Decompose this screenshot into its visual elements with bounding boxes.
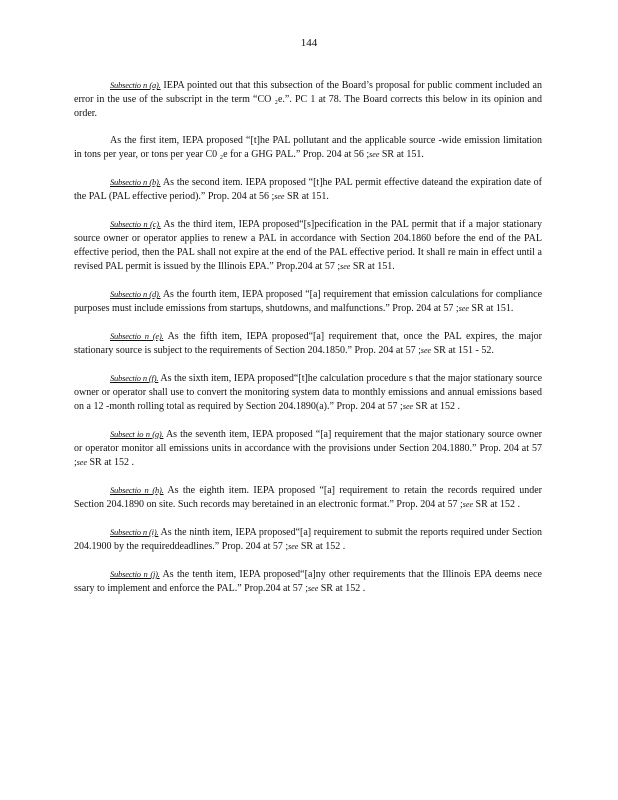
subsection-heading: Subsect io n (g). <box>110 429 164 439</box>
citation-tail: SR at 152 . <box>87 457 134 468</box>
subsection-heading: Subsectio n (e). <box>110 331 164 341</box>
paragraph-first-item <box>74 134 542 162</box>
see-signal: see <box>420 346 432 355</box>
subsection-heading: Subsectio n (j). <box>110 569 160 579</box>
see-signal: see <box>369 150 380 159</box>
citation-tail: SR at 152 . <box>413 401 460 412</box>
paragraph-text: As the tenth item, IEPA proposed“[a]ny other requirements that the Illinois EPA deems nece ssary to implement and enforce the PAL.” Prop.204 at 57 ; <box>74 569 542 594</box>
document-body <box>74 78 542 609</box>
citation-tail: SR at 151. <box>379 149 424 160</box>
see-signal: see <box>288 542 299 551</box>
subsection-heading: Subsectio n (h). <box>110 485 164 495</box>
paragraph-text: As the ninth item, IEPA proposed“[a] requirement to submit the reports required under Section 204.1900 by the requireddeadlines.” Prop. 204 at 57 ; <box>74 527 542 552</box>
see-signal: see <box>340 262 351 271</box>
paragraph-text: As the second item. IEPA proposed “[t]he PAL permit effective dateand the expiration date of the PAL (PAL effective period).” Prop. 204 at 56 ; <box>74 177 542 202</box>
see-signal: see <box>308 584 319 593</box>
paragraph-subsection-a <box>74 78 542 121</box>
paragraph-text: As the seventh item, IEPA proposed “[a] requirement that the major stationary source owner or operator monitor all emissions units in accordance with the provisions under Section 204.1880.” Prop. 204 at 57 ; <box>74 429 542 468</box>
citation-tail: SR at 151 - 52. <box>431 345 494 356</box>
subsection-heading: Subsectio n (b). <box>110 177 161 187</box>
subsection-heading: Subsectio n (f). <box>110 373 159 383</box>
paragraph-subsection-i <box>74 525 542 554</box>
citation-tail: SR at 151. <box>350 261 395 272</box>
see-signal: see <box>274 192 285 201</box>
citation-tail: SR at 151. <box>468 303 514 314</box>
see-signal: see <box>76 458 87 467</box>
paragraph-subsection-c <box>74 217 542 274</box>
subsection-heading: Subsectio n (c). <box>110 219 161 229</box>
paragraph-text: As the eighth item. IEPA proposed “[a] requirement to retain the records required under Section 204.1890 on site. Such records may beretained in an electronic format.” Prop. 204 at 57 ; <box>74 485 542 510</box>
paragraph-text: As the fifth item, IEPA proposed“[a] requirement that, once the PAL expires, the major stationary source is subject to the requirements of Section 204.1850.” Prop. 204 at 57 ; <box>74 331 543 356</box>
paragraph-subsection-b <box>74 175 542 204</box>
see-signal: see <box>462 500 474 509</box>
citation-tail: SR at 152 . <box>298 541 346 552</box>
paragraph-subsection-h <box>74 483 542 512</box>
subsection-heading: Subsectio n (i). <box>110 527 159 537</box>
paragraph-subsection-e <box>74 329 542 358</box>
paragraph-text: As the sixth item, IEPA proposed“[t]he calculation procedure s that the major stationary source owner or operator shall use to convert the monitoring system data to monthly emissions and annual emissions based on a 12 -month rolling total as required by Section 204.1890(a).” Prop. 204 at 57 ; <box>74 373 543 412</box>
paragraph-text: IEPA pointed out that this subsection of the Board’s proposal for public comment included an error in the use of the subscript in the term “CO ₂e.”. PC 1 at 78. The Board corrects this below in its opinion and order. <box>74 80 542 119</box>
citation-tail: SR at 152 . <box>318 583 366 594</box>
paragraph-subsection-g <box>74 427 542 470</box>
paragraph-text: As the third item, IEPA proposed“[s]pecification in the PAL permit that if a major stationary source owner or operator applies to renew a PAL in accordance with Section 204.1860 before the end of the PAL effective period, then the PAL shall not expire at the end of the PAL effective period. It shall re main in effect until a revised PAL permit is issued by the Illinois EPA.” Prop.204 at 57 ; <box>74 219 542 272</box>
subsection-heading: Subsectio n (a). <box>110 80 161 90</box>
paragraph-subsection-j <box>74 567 542 596</box>
paragraph-text: As the fourth item, IEPA proposed “[a] requirement that emission calculations for compliance purposes must include emissions from startups, shutdowns, and malfunctions.” Prop. 204 at 57 ; <box>74 289 543 314</box>
page-number: 144 <box>300 37 318 49</box>
see-signal: see <box>402 402 414 411</box>
paragraph-text: As the first item, IEPA proposed “[t]he PAL pollutant and the applicable source -wide emission limitation in tons per year, or tons per year C0 ₂e for a GHG PAL.” Prop. 204 at 56 ; <box>74 135 542 160</box>
paragraph-subsection-d <box>74 287 542 316</box>
citation-tail: SR at 151. <box>284 191 329 202</box>
see-signal: see <box>458 304 469 313</box>
citation-tail: SR at 152 . <box>473 499 520 510</box>
subsection-heading: Subsectio n (d). <box>110 289 161 299</box>
paragraph-subsection-f <box>74 371 542 414</box>
